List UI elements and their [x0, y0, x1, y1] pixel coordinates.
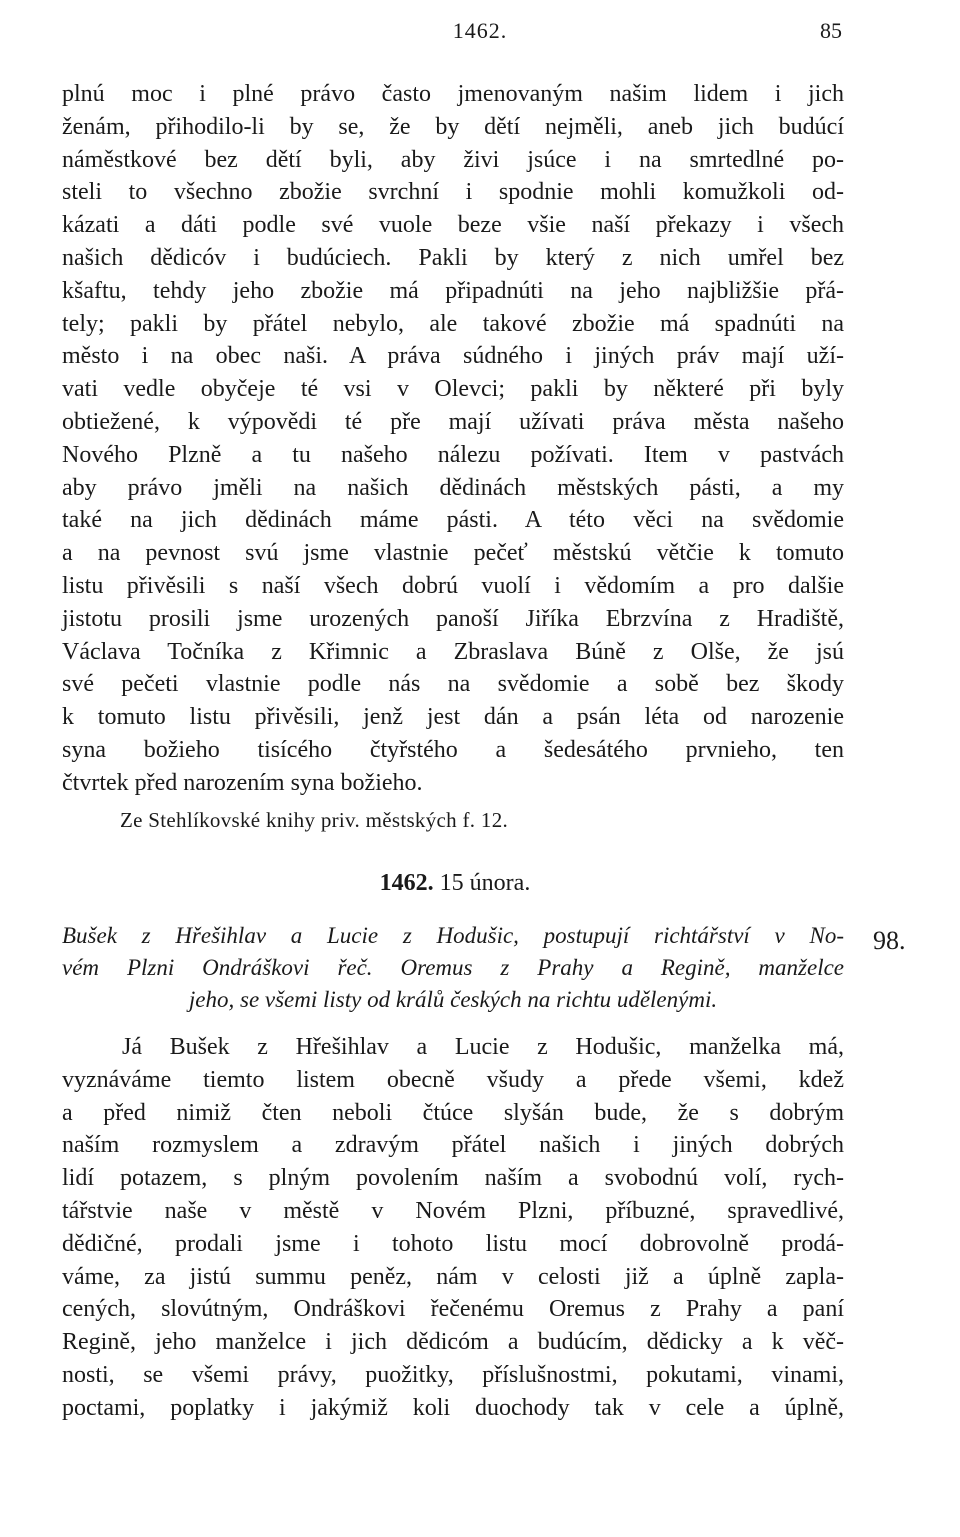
text-line: a na pevnost svú jsme vlastnie pečeť městskú větčie k tomuto [62, 540, 844, 567]
text-line: Nového Plzně a tu našeho nálezu požívati. Item v pastvách [62, 441, 844, 468]
charter-text [62, 1031, 844, 1425]
text-line: váme, za jistú summu peněz, nám v celosti již a úplně zapla- [62, 1263, 844, 1290]
text-line: listu přivěsili s naší všech dobrú vuolí i vědomím a pro dalšie [62, 572, 844, 599]
text-line: syna božieho tisícého čtyřstého a šedesátého prvnieho, ten [62, 736, 844, 763]
text-line: Václava Točníka z Křimnic a Zbraslava Búně z Olše, že jsú [62, 638, 844, 665]
text-line: k tomuto listu přivěsili, jenž jest dán a psán léta od narozenie [62, 704, 844, 731]
text-line: město i na obec naši. A práva súdného i jiných práv mají uží- [62, 343, 844, 370]
running-header-year: 1462. [452, 18, 508, 43]
text-line: jistotu prosili jsme urozených panoší Jiříka Ebrzvína z Hradiště, [62, 605, 844, 632]
text-line: své pečeti vlastnie podle nás na svědomie a sobě bez škody [62, 671, 844, 698]
source-note: Ze Stehlíkovské knihy priv. městských f. 12. [120, 808, 509, 832]
text-line: dědičné, prodali jsme i tohoto listu mocí dobrovolně prodá- [62, 1230, 844, 1257]
document-number: 98. [873, 926, 906, 955]
text-line: Já Bušek z Hřešihlav a Lucie z Hodušic, manželka má, [122, 1034, 844, 1060]
text-line: vati vedle obyčeje té vsi v Olevci; pakli by některé při byly [62, 376, 844, 403]
regest-summary [62, 920, 844, 1016]
text-line: obtiežené, k výpovědi té pře mají užívati práva města našeho [62, 408, 844, 435]
regest-line: jeho, se všemi listy od králů českých na richtu udělenými. [188, 987, 718, 1012]
text-line: kšaftu, tehdy jeho zbožie má připadnúti na jeho najbližšie přá- [62, 277, 844, 304]
text-line: našich dědicóv i budúciech. Pakli by který z nich umřel bez [62, 244, 844, 271]
text-line: také na jich dědinách máme pásti. A této věci na svědomie [62, 507, 844, 534]
text-line: naším rozmyslem a zdravým přátel našich i jiných dobrých [62, 1132, 844, 1159]
text-line: aby právo jměli na našich dědinách městských pásti, a my [62, 474, 844, 501]
text-line: poctami, poplatky i jakýmiž koli duochody tak v cele a úplně, [62, 1394, 844, 1421]
text-line: lidí potazem, s plným povolením naším a svobodnú volí, rych- [62, 1165, 844, 1192]
text-line: vyznáváme tiemto listem obecně všudy a přede všemi, kdež [62, 1066, 844, 1093]
text-line: kázati a dáti podle své vuole beze všie naší překazy i všech [62, 212, 844, 239]
document-date: 15 února. [439, 870, 531, 896]
paragraph-continuation [62, 78, 844, 800]
text-line: Regině, jeho manželce i jich dědicóm a budúcím, dědicky a k věč- [62, 1329, 844, 1356]
text-line: tely; pakli by přátel nebylo, ale takové zbožie má spadnúti na [62, 310, 844, 337]
page-number: 85 [820, 18, 842, 43]
regest-line: vém Plzni Ondráškovi řeč. Oremus z Prahy a Regině, manželce [62, 955, 844, 980]
text-line: cených, slovútným, Ondráškovi řečenému Oremus z Prahy a paní [62, 1296, 844, 1323]
text-line: náměstkové bez dětí byli, aby živi jsúce i na smrtedlné po- [62, 146, 844, 173]
text-line: nosti, se všemi právy, puožitky, příslušnostmi, pokutami, vinami, [62, 1361, 844, 1388]
document-heading [0, 870, 910, 897]
text-line: plnú moc i plné právo často jmenovaným našim lidem i jich [62, 81, 844, 107]
text-line: steli to všechno zbožie svrchní i spodnie mohli komužkoli od- [62, 179, 844, 206]
document-year: 1462. [379, 870, 434, 896]
text-line: čtvrtek před narozením syna božieho. [62, 769, 423, 796]
text-line: ženám, přihodilo-li by se, že by dětí nejměli, aneb jich budúcí [62, 113, 844, 140]
regest-line: Bušek z Hřešihlav a Lucie z Hodušic, postupují richtářství v No- [62, 923, 844, 948]
text-line: tářstvie naše v městě v Novém Plzni, příbuzné, spravedlivé, [62, 1197, 844, 1224]
text-line: a před nimiž čten neboli čtúce slyšán bude, že s dobrým [62, 1099, 844, 1126]
